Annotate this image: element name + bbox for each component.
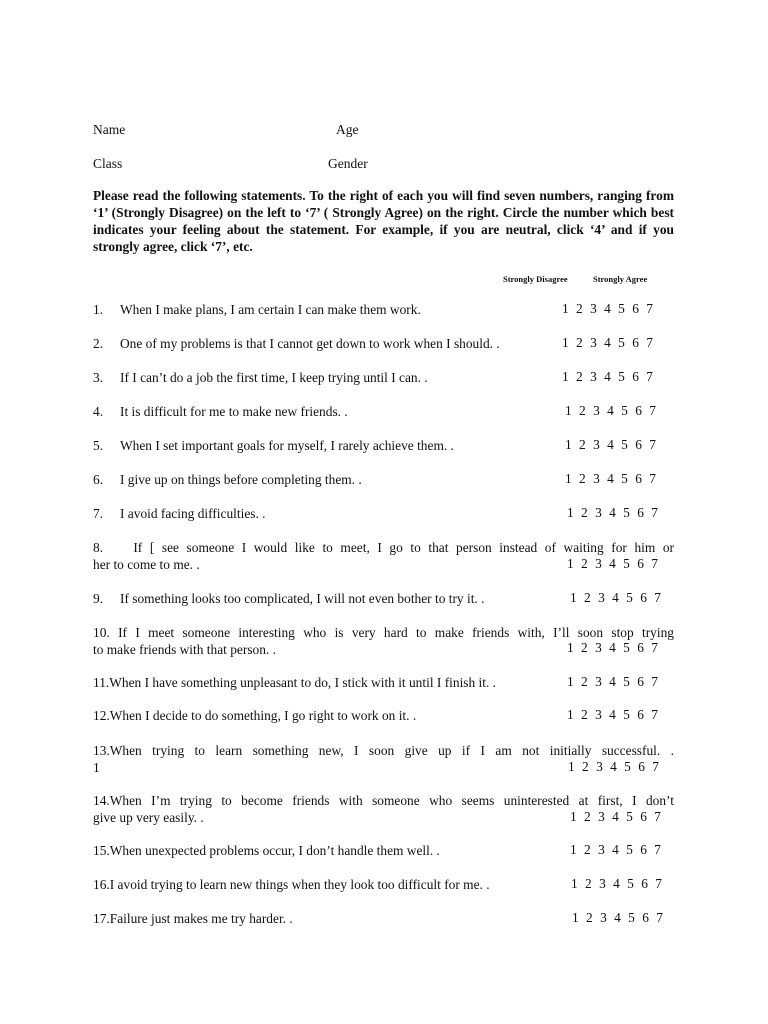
item-text: It is difficult for me to make new friends. .	[120, 404, 348, 419]
rating-scale-1[interactable]: 1 2 3 4 5 6 7	[562, 301, 653, 316]
item-text: When I make plans, I am certain I can make them work.	[120, 302, 421, 317]
item-text: One of my problems is that I cannot get down to work when I should. .	[120, 336, 500, 351]
rating-scale-8[interactable]: 1 2 3 4 5 6 7	[567, 556, 658, 571]
age-label: Age	[336, 122, 359, 137]
item-text: I avoid trying to learn new things when they look too difficult for me. .	[109, 877, 490, 892]
item-number: 15.	[93, 843, 110, 858]
item-number: 16.	[93, 877, 110, 892]
item-text: When I have something unpleasant to do, I stick with it until I finish it. .	[109, 675, 497, 690]
class-label: Class	[93, 156, 123, 171]
item-text-line1: If I meet someone interesting who is very hard to make friends with, I’ll soon stop trying	[118, 625, 674, 640]
item-number: 8.	[93, 540, 104, 555]
item-number: 10.	[93, 625, 110, 640]
item-text-line1: When I’m trying to become friends with someone who seems uninterested at first, I don’t	[109, 793, 674, 808]
item-text-line2: 1	[93, 760, 100, 775]
scale-header-agree: Strongly Agree	[593, 274, 648, 284]
rating-scale-17[interactable]: 1 2 3 4 5 6 7	[572, 910, 663, 925]
item-text: If something looks too complicated, I will not even bother to try it. .	[120, 591, 485, 606]
rating-scale-9[interactable]: 1 2 3 4 5 6 7	[570, 590, 661, 605]
rating-scale-6[interactable]: 1 2 3 4 5 6 7	[565, 471, 656, 486]
item-text: When I decide to do something, I go right to work on it. .	[109, 708, 417, 723]
item-number: 7.	[93, 506, 104, 521]
instructions: Please read the following statements. To the right of each you will find seven numbers, ranging from ‘1’ (Strongly Disagree) on the left to ‘7’ ( Strongly Agree) on the right. Circle the number which best indicates your feeling about the statement. For example, if you are neutral, click ‘4’ and if you strongly agree, click ‘7’, etc.	[93, 188, 674, 254]
item-number: 2.	[93, 336, 104, 351]
item-number: 6.	[93, 472, 104, 487]
item-text-line1: If [ see someone I would like to meet, I go to that person instead of waiting for him or	[133, 540, 675, 555]
item-text: Failure just makes me try harder. .	[109, 911, 293, 926]
item-number: 14.	[93, 793, 110, 808]
rating-scale-2[interactable]: 1 2 3 4 5 6 7	[562, 335, 653, 350]
item-text-line1: When trying to learn something new, I soon give up if I am not initially successful. .	[109, 743, 674, 758]
item-text: If I can’t do a job the first time, I keep trying until I can. .	[120, 370, 428, 385]
item-number: 12.	[93, 708, 110, 723]
item-text: I avoid facing difficulties. .	[120, 506, 266, 521]
scale-header-disagree: Strongly Disagree	[503, 274, 568, 284]
item-text: I give up on things before completing them. .	[120, 472, 362, 487]
item-text: When unexpected problems occur, I don’t handle them well. .	[109, 843, 440, 858]
rating-scale-12[interactable]: 1 2 3 4 5 6 7	[567, 707, 658, 722]
name-label: Name	[93, 122, 126, 137]
rating-scale-16[interactable]: 1 2 3 4 5 6 7	[571, 876, 662, 891]
item-number: 4.	[93, 404, 104, 419]
rating-scale-7[interactable]: 1 2 3 4 5 6 7	[567, 505, 658, 520]
item-text-line2: her to come to me. .	[93, 557, 200, 572]
rating-scale-14[interactable]: 1 2 3 4 5 6 7	[570, 809, 661, 824]
item-number: 11.	[93, 675, 110, 690]
rating-scale-3[interactable]: 1 2 3 4 5 6 7	[562, 369, 653, 384]
item-number: 5.	[93, 438, 104, 453]
item-number: 1.	[93, 302, 104, 317]
rating-scale-4[interactable]: 1 2 3 4 5 6 7	[565, 403, 656, 418]
item-number: 9.	[93, 591, 104, 606]
item-text-line2: to make friends with that person. .	[93, 642, 276, 657]
rating-scale-10[interactable]: 1 2 3 4 5 6 7	[567, 640, 658, 655]
rating-scale-13[interactable]: 1 2 3 4 5 6 7	[568, 759, 659, 774]
item-number: 17.	[93, 911, 110, 926]
item-text-line2: give up very easily. .	[93, 810, 204, 825]
rating-scale-11[interactable]: 1 2 3 4 5 6 7	[567, 674, 658, 689]
gender-label: Gender	[328, 156, 368, 171]
item-number: 3.	[93, 370, 104, 385]
rating-scale-5[interactable]: 1 2 3 4 5 6 7	[565, 437, 656, 452]
item-number: 13.	[93, 743, 110, 758]
item-text: When I set important goals for myself, I rarely achieve them. .	[120, 438, 454, 453]
rating-scale-15[interactable]: 1 2 3 4 5 6 7	[570, 842, 661, 857]
